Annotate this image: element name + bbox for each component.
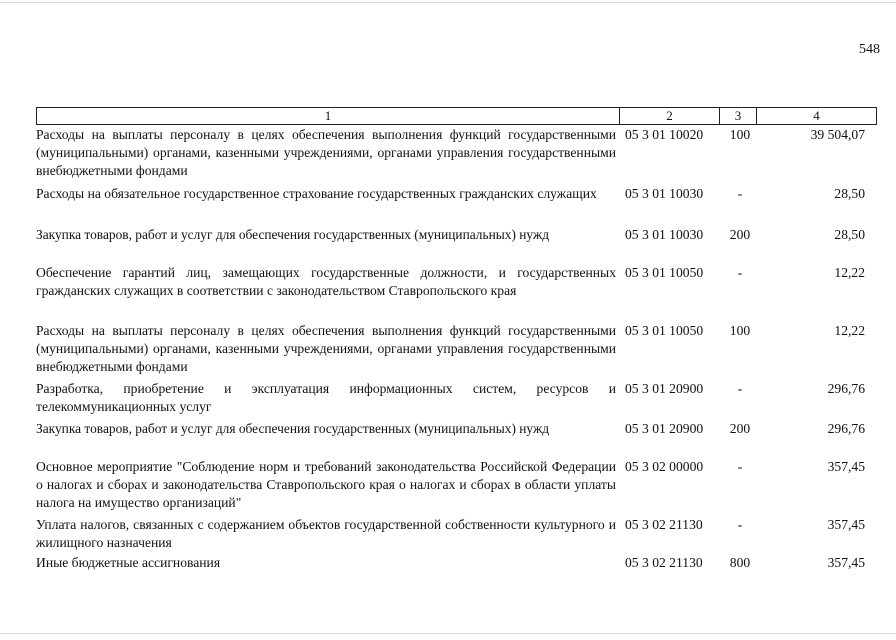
row-type: 100	[729, 323, 751, 338]
row-type: -	[737, 517, 743, 532]
row-type: 800	[729, 555, 751, 570]
row-type: 200	[729, 421, 751, 436]
row-type: -	[737, 186, 743, 201]
row-amount: 28,50	[834, 186, 865, 201]
row-description: Обеспечение гарантий лиц, замещающих государственные должности, и государственных гражданских служащих в соответствии с законодательством Ставропольского края	[36, 265, 616, 298]
header-col-3: 3	[720, 108, 757, 124]
scan-edge-bottom	[0, 633, 896, 634]
row-description: Разработка, приобретение и эксплуатация информационных систем, ресурсов и телекоммуникационных услуг	[36, 381, 616, 414]
header-col-1: 1	[37, 108, 620, 124]
row-code: 05 3 01 10050	[625, 265, 704, 280]
row-amount: 357,45	[827, 517, 865, 532]
row-amount: 357,45	[827, 555, 865, 570]
row-code: 05 3 01 20900	[625, 381, 704, 396]
row-type: -	[737, 381, 743, 396]
row-code: 05 3 01 20900	[625, 421, 704, 436]
row-description: Иные бюджетные ассигнования	[36, 555, 221, 570]
page-number: 548	[859, 42, 880, 57]
row-description: Расходы на выплаты персоналу в целях обеспечения выполнения функций государственными (муниципальными) органами, казенными учреждениями, органами управления государственными внебюджетными фондами	[36, 127, 616, 178]
row-code: 05 3 02 00000	[625, 459, 704, 474]
row-code: 05 3 01 10020	[625, 127, 704, 142]
header-col-2: 2	[620, 108, 720, 124]
row-amount: 296,76	[827, 421, 865, 436]
row-description: Уплата налогов, связанных с содержанием объектов государственной собственности культурного и жилищного назначения	[36, 517, 616, 550]
row-description: Закупка товаров, работ и услуг для обеспечения государственных (муниципальных) нужд	[36, 227, 550, 242]
row-type: 100	[729, 127, 751, 142]
scan-edge-top	[0, 2, 896, 3]
row-type: -	[737, 459, 743, 474]
row-code: 05 3 01 10050	[625, 323, 704, 338]
row-description: Расходы на выплаты персоналу в целях обеспечения выполнения функций государственными (муниципальными) органами, казенными учреждениями, органами управления государственными внебюджетными фондами	[36, 323, 616, 374]
row-amount: 357,45	[827, 459, 865, 474]
row-code: 05 3 01 10030	[625, 227, 704, 242]
table-header	[36, 107, 877, 125]
row-description: Закупка товаров, работ и услуг для обеспечения государственных (муниципальных) нужд	[36, 421, 550, 436]
row-code: 05 3 02 21130	[625, 517, 703, 532]
row-description: Расходы на обязательное государственное страхование государственных гражданских служащих	[36, 186, 597, 201]
row-amount: 39 504,07	[810, 127, 865, 142]
row-type: 200	[729, 227, 751, 242]
header-col-4: 4	[813, 108, 820, 123]
row-amount: 12,22	[834, 323, 865, 338]
row-amount: 296,76	[827, 381, 865, 396]
row-amount: 12,22	[834, 265, 865, 280]
row-description: Основное мероприятие "Соблюдение норм и требований законодательства Российской Федерации о налогах и сборах и законодательства Ставропольского края о налогах и сборах в области уплаты налога на имущество организаций"	[36, 459, 616, 510]
row-code: 05 3 01 10030	[625, 186, 704, 201]
row-code: 05 3 02 21130	[625, 555, 703, 570]
row-type: -	[737, 265, 743, 280]
row-amount: 28,50	[834, 227, 865, 242]
